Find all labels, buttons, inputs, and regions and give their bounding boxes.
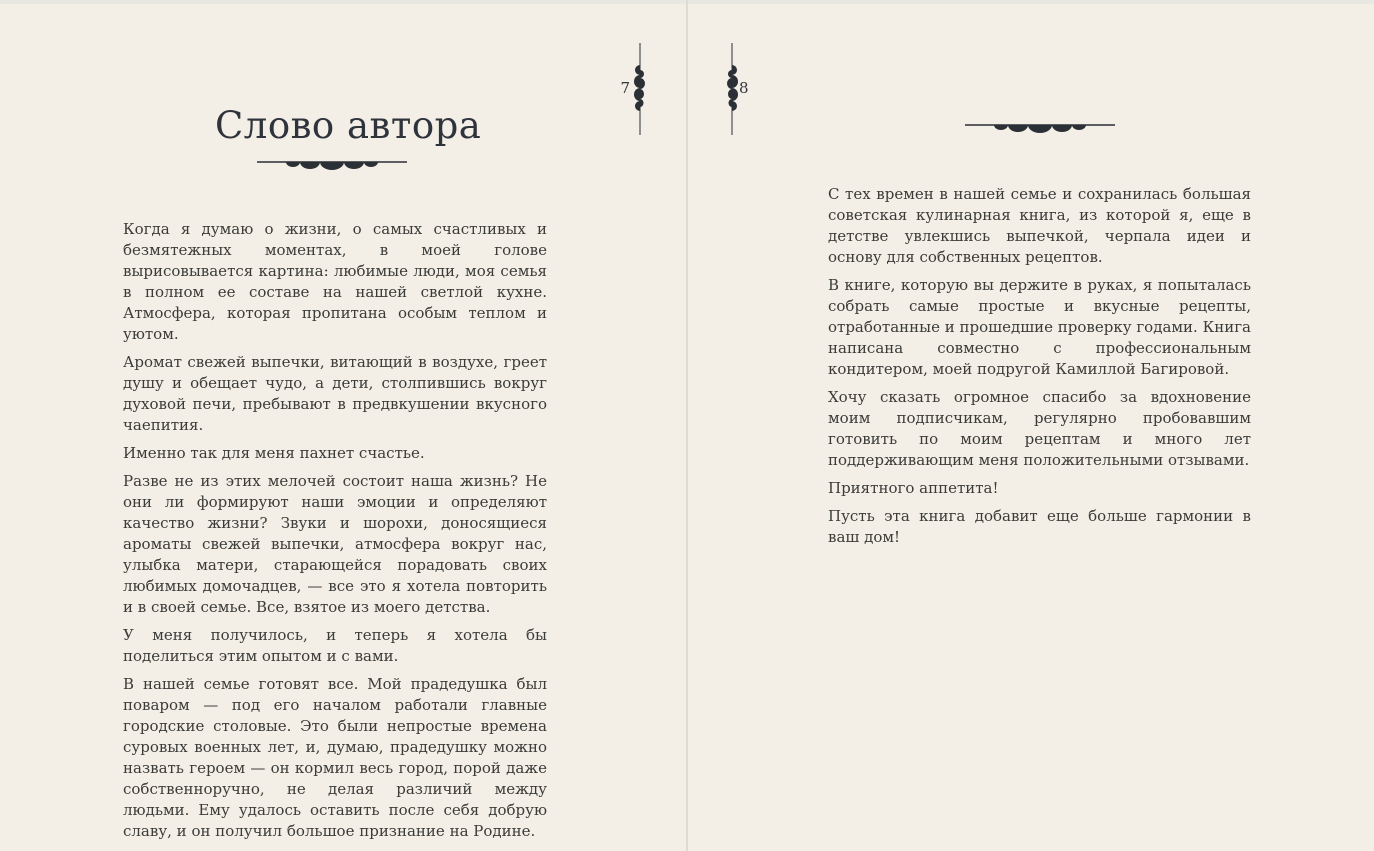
spine-ornament-icon (726, 43, 738, 135)
paragraph: Пусть эта книга добавит еще больше гармонии в ваш дом! (828, 507, 1251, 546)
paragraph: Именно так для меня пахнет счастье. (123, 444, 425, 462)
paragraph: В нашей семье готовят все. Мой прадедушка был поваром — под его началом работали главные городские столовые. Это были непростые времена суровых военных лет, и, думаю, прадедушку можно назвать героем — он кормил весь город, порой даже собственноручно, не делая различий между людьми. Ему удалось оставить после себя добрую славу, и он получил большое признание на Родине. (123, 675, 547, 840)
right-page-text (828, 184, 1251, 555)
paragraph: С тех времен в нашей семье и сохранилась большая советская кулинарная книга, из которой я, еще в детстве увлекшись выпечкой, черпала идеи и основу для собственных рецептов. (828, 185, 1251, 266)
flourish-ornament-icon (257, 158, 407, 174)
paragraph: Приятного аппетита! (828, 479, 999, 497)
right-page (688, 0, 1374, 851)
page-number-right: 8 (739, 79, 749, 97)
flourish-ornament-icon (965, 121, 1115, 137)
page-title: Слово автора (215, 104, 482, 147)
spine-ornament-icon (634, 43, 646, 135)
paragraph: Аромат свежей выпечки, витающий в воздухе, греет душу и обещает чудо, а дети, столпившись вокруг духовой печи, пребывают в предвкушении вкусного чаепития. (123, 353, 547, 434)
paragraph: У меня получилось, и теперь я хотела бы поделиться этим опытом и с вами. (123, 626, 547, 665)
paragraph: Хочу сказать огромное спасибо за вдохновение моим подписчикам, регулярно пробовавшим готовить по моим рецептам и много лет поддерживающим меня положительными отзывами. (828, 388, 1251, 469)
paragraph: В книге, которую вы держите в руках, я попыталась собрать самые простые и вкусные рецепты, отработанные и прошедшие проверку годами. Книга написана совместно с профессиональным кондитером, моей подругой Камиллой Багировой. (828, 276, 1251, 378)
left-page (0, 0, 686, 851)
left-page-text (123, 219, 547, 849)
page-number-left: 7 (620, 79, 630, 97)
paragraph: Разве не из этих мелочей состоит наша жизнь? Не они ли формируют наши эмоции и определяют качество жизни? Звуки и шорохи, доносящиеся ароматы свежей выпечки, атмосфера вокруг нас, улыбка матери, старающейся порадовать своих любимых домочадцев, — все это я хотела повторить и в своей семье. Все, взятое из моего детства. (123, 472, 547, 616)
paragraph: Когда я думаю о жизни, о самых счастливых и безмятежных моментах, в моей голове вырисовывается картина: любимые люди, моя семья в полном ее составе на нашей светлой кухне. Атмосфера, которая пропитана особым теплом и уютом. (123, 220, 547, 343)
